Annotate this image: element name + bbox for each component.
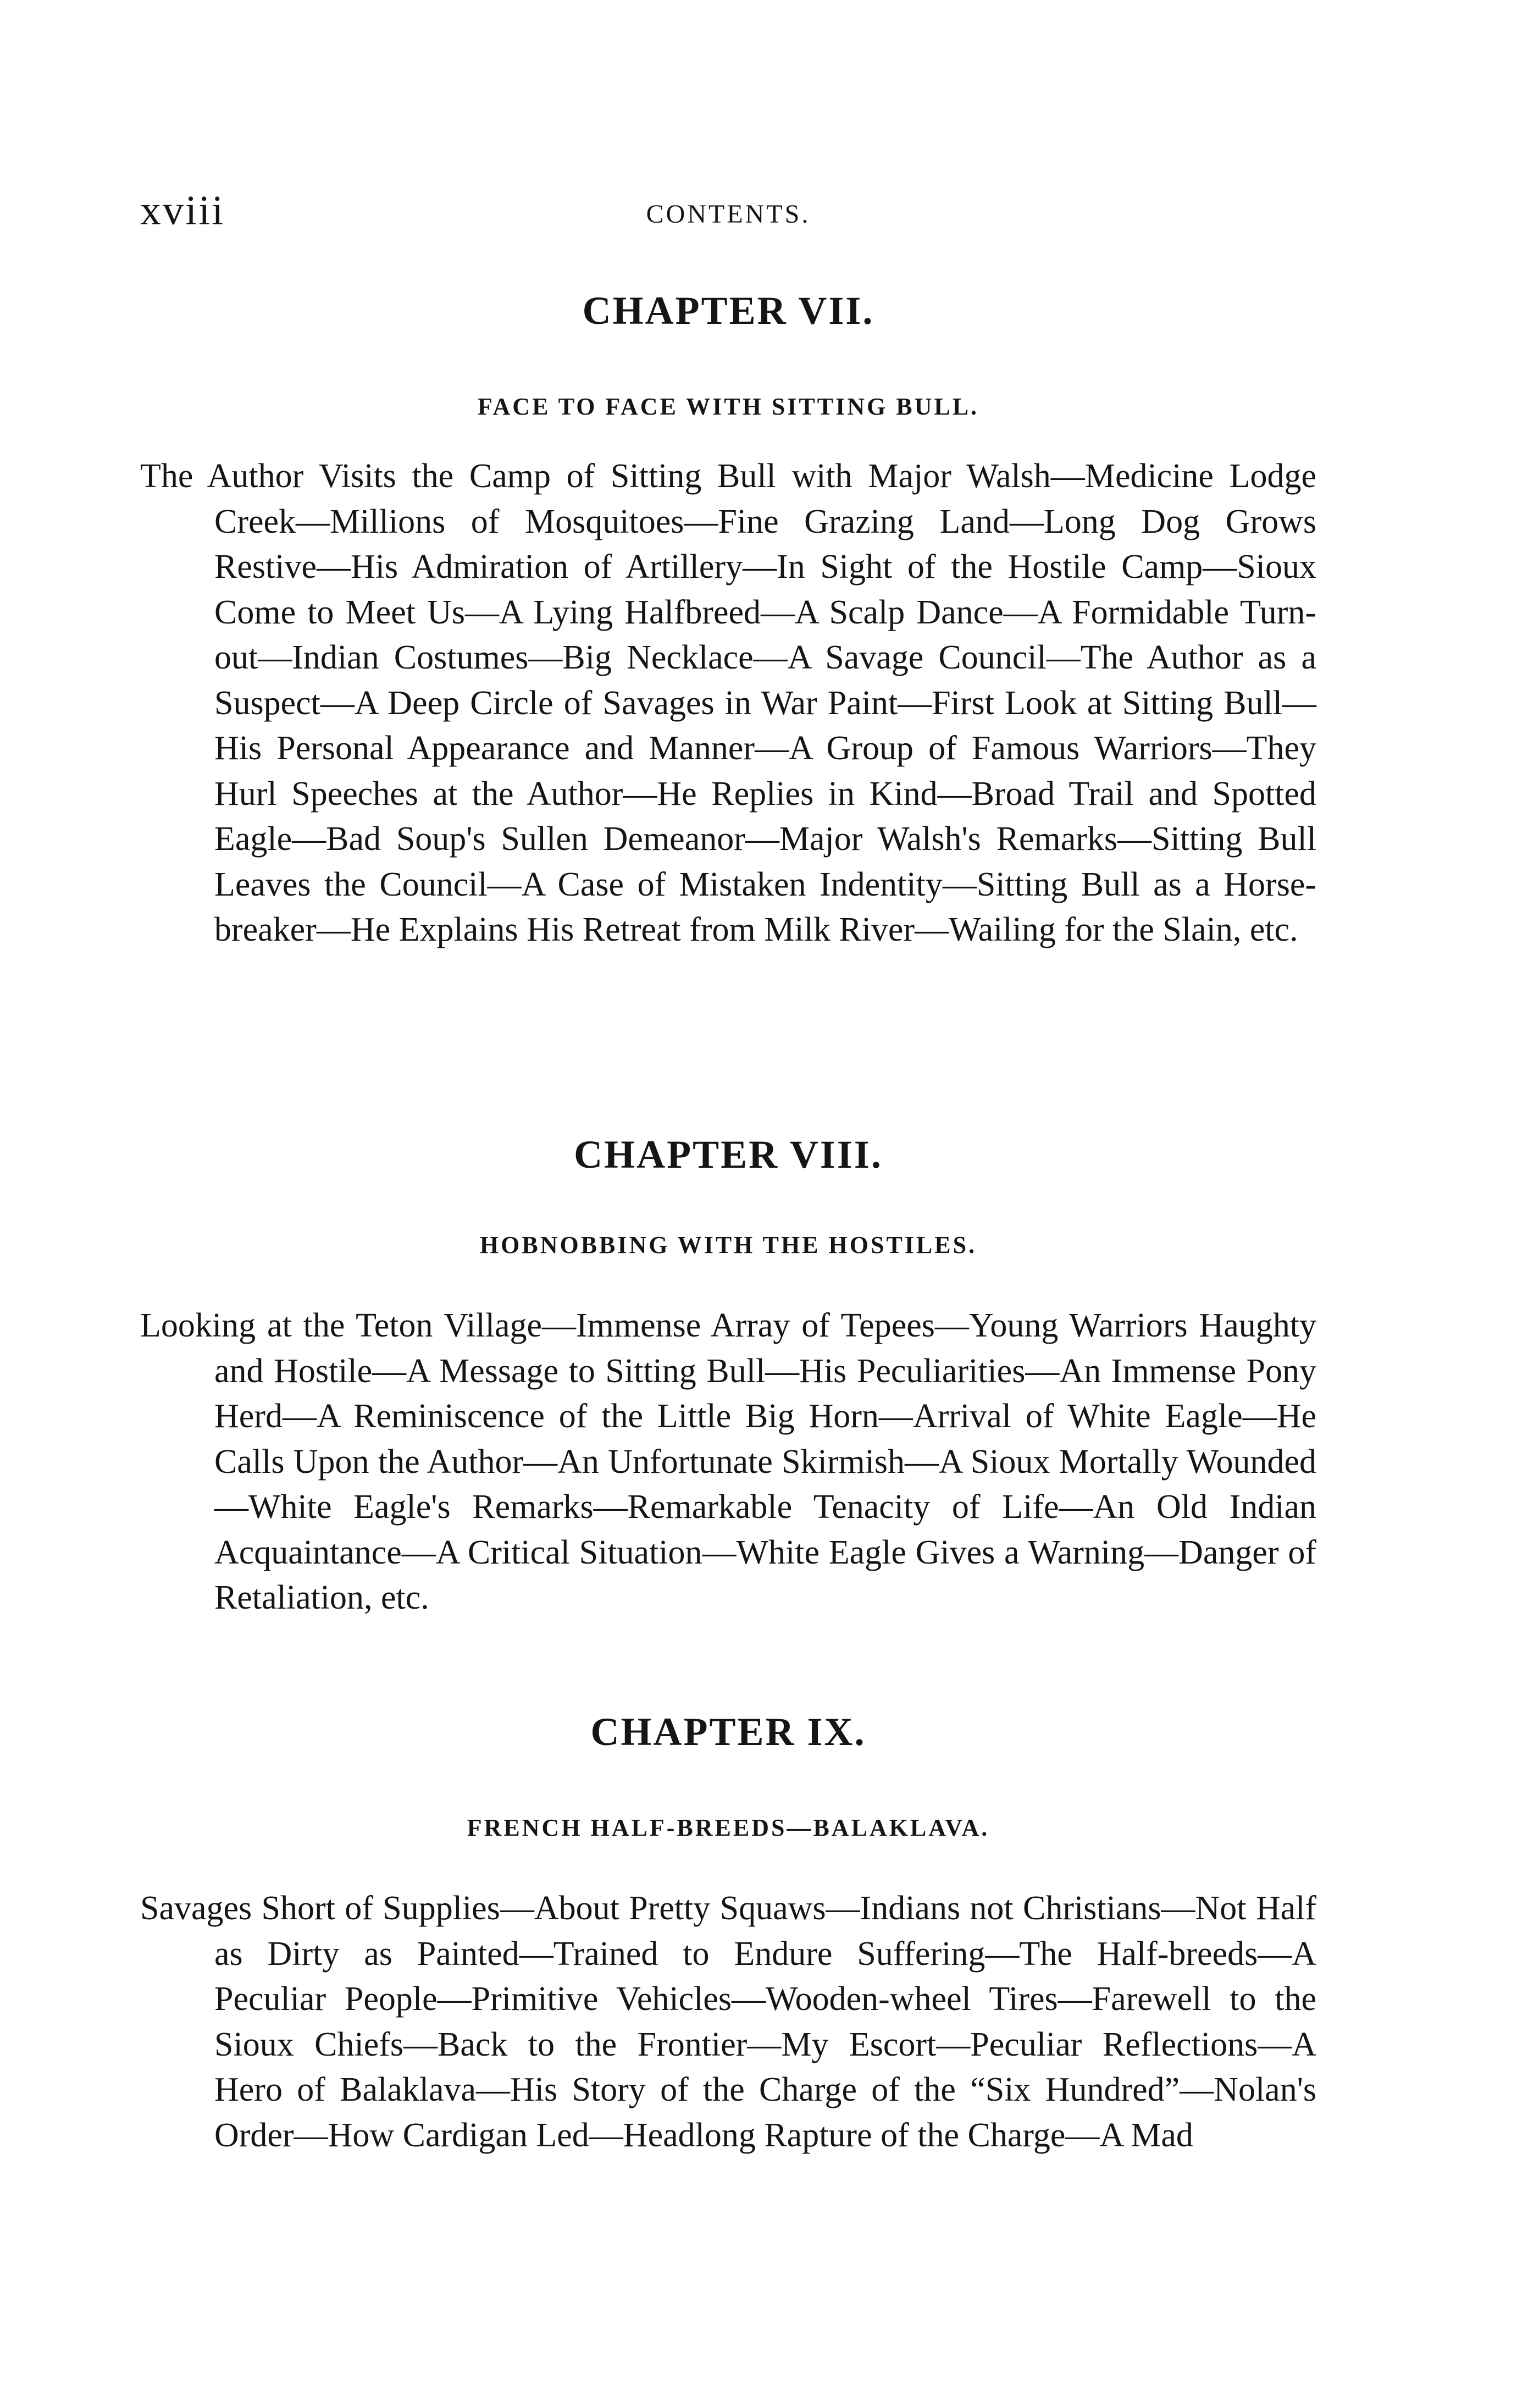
chapter-heading: CHAPTER VII. bbox=[582, 289, 874, 333]
chapter-ix-entry bbox=[140, 1707, 1316, 2158]
chapter-synopsis: Savages Short of Supplies—About Pretty Squaws—Indians not Christians—Not Half as Dirty as Painted—Trained to Endure Suffering—The Half-breeds—A Peculiar People—Primitive Vehicles—Wooden-wheel Tires—Farewell to the Sioux Chiefs—Back to the Frontier—My Escort—Peculiar Reflections—A Hero of Balaklava—His Story of the Charge of the “Six Hundred”—Nolan's Order—How Cardigan Led—Headlong Rapture of the Charge—A Mad bbox=[140, 1890, 1316, 2154]
running-title: CONTENTS. bbox=[646, 200, 811, 229]
chapter-subtitle: FRENCH HALF-BREEDS—BALAKLAVA. bbox=[467, 1814, 990, 1841]
chapter-heading: CHAPTER IX. bbox=[590, 1710, 866, 1754]
chapter-viii-entry bbox=[140, 1130, 1316, 1621]
running-head bbox=[140, 187, 1316, 242]
chapter-synopsis: The Author Visits the Camp of Sitting Bull with Major Walsh—Medicine Lodge Creek—Millions of Mosquitoes—Fine Grazing Land—Long Dog Grows Restive—His Admiration of Artillery—In Sight of the Hostile Camp—Sioux Come to Meet Us—A Lying Halfbreed—A Scalp Dance—A Formidable Turn-out—Indian Costumes—Big Necklace—A Savage Council—The Author as a Suspect—A Deep Circle of Savages in War Paint—First Look at Sitting Bull—His Personal Appearance and Manner—A Group of Famous Warriors—They Hurl Speeches at the Author—He Replies in Kind—Broad Trail and Spotted Eagle—Bad Soup's Sullen Demeanor—Major Walsh's Remarks—Sitting Bull Leaves the Council—A Case of Mistaken Indentity—Sitting Bull as a Horse-breaker—He Explains His Retreat from Milk River—Wailing for the Slain, etc. bbox=[140, 457, 1316, 948]
chapter-synopsis: Looking at the Teton Village—Immense Array of Tepees—Young Warriors Haughty and Hostile—A Message to Sitting Bull—His Peculiarities—An Immense Pony Herd—A Reminiscence of the Little Big Horn—Arrival of White Eagle—He Calls Upon the Author—An Unfortunate Skirmish—A Sioux Mortally Wounded —White Eagle's Remarks—Remarkable Tenacity of Life—An Old Indian Acquaintance—A Critical Situation—White Eagle Gives a Warning—Danger of Retaliation, etc. bbox=[140, 1307, 1316, 1616]
page-number: xviii bbox=[140, 187, 225, 234]
chapter-subtitle: FACE TO FACE WITH SITTING BULL. bbox=[477, 393, 979, 420]
chapter-subtitle: HOBNOBBING WITH THE HOSTILES. bbox=[479, 1231, 977, 1258]
chapter-heading: CHAPTER VIII. bbox=[574, 1133, 883, 1177]
chapter-vii-entry bbox=[140, 286, 1316, 953]
